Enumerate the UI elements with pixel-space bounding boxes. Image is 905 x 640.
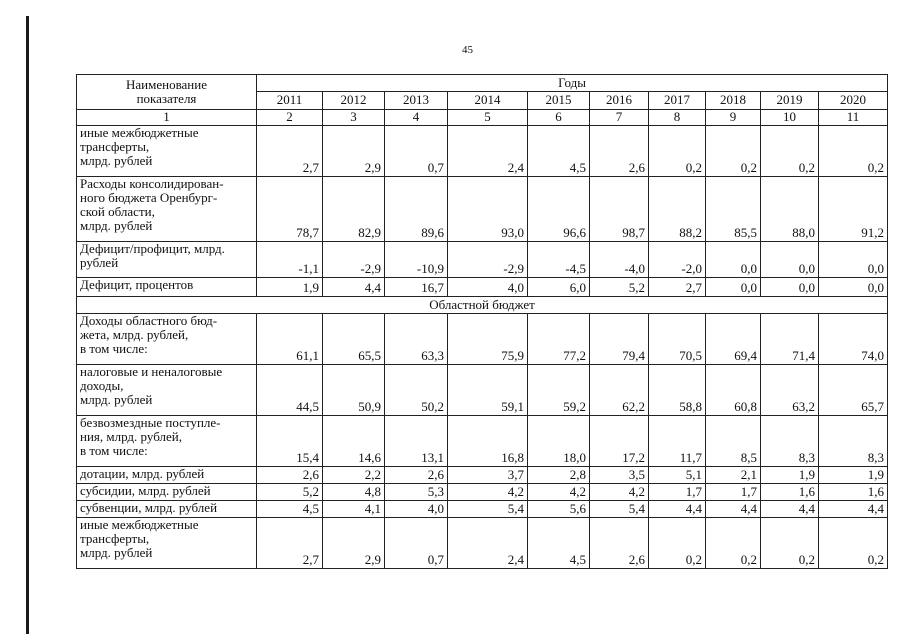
value-cell-2013: 4,0: [385, 501, 448, 518]
column-number: 8: [649, 110, 706, 126]
value-cell-2015: 4,2: [528, 484, 590, 501]
value-cell-2019: 0,0: [761, 278, 819, 297]
value-cell-2015: 96,6: [528, 177, 590, 242]
section-title: Областной бюджет: [77, 297, 888, 314]
value-cell-2011: 2,7: [257, 518, 323, 569]
value-cell-2017: 70,5: [649, 314, 706, 365]
year-header-2018: 2018: [706, 92, 761, 110]
value-cell-2018: 8,5: [706, 416, 761, 467]
value-cell-2020: 91,2: [819, 177, 888, 242]
value-cell-2012: 82,9: [323, 177, 385, 242]
value-cell-2015: 59,2: [528, 365, 590, 416]
value-cell-2013: 16,7: [385, 278, 448, 297]
value-cell-2012: 2,2: [323, 467, 385, 484]
value-cell-2015: 6,0: [528, 278, 590, 297]
binding-edge-line: [26, 16, 29, 634]
column-number: 4: [385, 110, 448, 126]
row-label: дотации, млрд. рублей: [77, 467, 257, 484]
value-cell-2011: 2,7: [257, 126, 323, 177]
year-header-2015: 2015: [528, 92, 590, 110]
value-cell-2016: 17,2: [590, 416, 649, 467]
row-label: субсидии, млрд. рублей: [77, 484, 257, 501]
value-cell-2020: 0,0: [819, 278, 888, 297]
value-cell-2016: -4,0: [590, 242, 649, 278]
table-row: [77, 416, 888, 467]
column-number: 9: [706, 110, 761, 126]
year-header-2011: 2011: [257, 92, 323, 110]
table-row: [77, 467, 888, 484]
value-cell-2020: 74,0: [819, 314, 888, 365]
row-label: Расходы консолидирован- ного бюджета Оренбург- ской области, млрд. рублей: [77, 177, 257, 242]
value-cell-2016: 98,7: [590, 177, 649, 242]
value-cell-2012: 65,5: [323, 314, 385, 365]
value-cell-2020: 0,2: [819, 126, 888, 177]
value-cell-2012: 4,4: [323, 278, 385, 297]
value-cell-2019: 88,0: [761, 177, 819, 242]
value-cell-2014: 3,7: [448, 467, 528, 484]
value-cell-2014: 75,9: [448, 314, 528, 365]
value-cell-2018: 0,0: [706, 278, 761, 297]
value-cell-2014: 59,1: [448, 365, 528, 416]
value-cell-2012: 4,1: [323, 501, 385, 518]
row-label: иные межбюджетные трансферты, млрд. рублей: [77, 126, 257, 177]
table-row: [77, 484, 888, 501]
row-label: безвозмездные поступле- ния, млрд. рублей, в том числе:: [77, 416, 257, 467]
value-cell-2018: 0,2: [706, 126, 761, 177]
value-cell-2011: 1,9: [257, 278, 323, 297]
value-cell-2014: 2,4: [448, 518, 528, 569]
value-cell-2011: -1,1: [257, 242, 323, 278]
value-cell-2012: 2,9: [323, 518, 385, 569]
header-row-years: [77, 75, 888, 92]
value-cell-2016: 5,4: [590, 501, 649, 518]
value-cell-2011: 78,7: [257, 177, 323, 242]
value-cell-2014: 4,0: [448, 278, 528, 297]
value-cell-2015: 4,5: [528, 126, 590, 177]
value-cell-2017: 0,2: [649, 518, 706, 569]
value-cell-2019: 8,3: [761, 416, 819, 467]
value-cell-2013: 5,3: [385, 484, 448, 501]
value-cell-2011: 5,2: [257, 484, 323, 501]
value-cell-2017: 88,2: [649, 177, 706, 242]
value-cell-2015: 2,8: [528, 467, 590, 484]
table-row: [77, 365, 888, 416]
row-label: субвенции, млрд. рублей: [77, 501, 257, 518]
value-cell-2015: 77,2: [528, 314, 590, 365]
value-cell-2014: 5,4: [448, 501, 528, 518]
value-cell-2019: 0,2: [761, 518, 819, 569]
column-number: 2: [257, 110, 323, 126]
row-label: иные межбюджетные трансферты, млрд. рублей: [77, 518, 257, 569]
value-cell-2014: 2,4: [448, 126, 528, 177]
year-header-2012: 2012: [323, 92, 385, 110]
value-cell-2014: 93,0: [448, 177, 528, 242]
year-header-2013: 2013: [385, 92, 448, 110]
year-header-2014: 2014: [448, 92, 528, 110]
value-cell-2018: 85,5: [706, 177, 761, 242]
value-cell-2016: 5,2: [590, 278, 649, 297]
value-cell-2019: 0,2: [761, 126, 819, 177]
value-cell-2015: 5,6: [528, 501, 590, 518]
table-row: [77, 314, 888, 365]
value-cell-2012: 2,9: [323, 126, 385, 177]
row-label: налоговые и неналоговые доходы, млрд. рублей: [77, 365, 257, 416]
value-cell-2018: 4,4: [706, 501, 761, 518]
year-header-2020: 2020: [819, 92, 888, 110]
value-cell-2015: 18,0: [528, 416, 590, 467]
value-cell-2017: 1,7: [649, 484, 706, 501]
row-label: Дефицит/профицит, млрд. рублей: [77, 242, 257, 278]
value-cell-2019: 1,9: [761, 467, 819, 484]
value-cell-2020: 8,3: [819, 416, 888, 467]
value-cell-2013: 63,3: [385, 314, 448, 365]
value-cell-2014: 4,2: [448, 484, 528, 501]
column-number: 5: [448, 110, 528, 126]
value-cell-2016: 4,2: [590, 484, 649, 501]
value-cell-2020: 0,2: [819, 518, 888, 569]
header-years: Годы: [257, 75, 888, 92]
value-cell-2019: 0,0: [761, 242, 819, 278]
table-row: [77, 242, 888, 278]
column-number: 6: [528, 110, 590, 126]
value-cell-2012: 50,9: [323, 365, 385, 416]
value-cell-2014: 16,8: [448, 416, 528, 467]
value-cell-2018: 69,4: [706, 314, 761, 365]
value-cell-2013: 13,1: [385, 416, 448, 467]
value-cell-2020: 65,7: [819, 365, 888, 416]
page-number: 45: [462, 44, 473, 56]
value-cell-2017: 11,7: [649, 416, 706, 467]
table-row: [77, 518, 888, 569]
column-number: 1: [77, 110, 257, 126]
column-number: 3: [323, 110, 385, 126]
value-cell-2014: -2,9: [448, 242, 528, 278]
table-row: [77, 501, 888, 518]
value-cell-2018: 0,0: [706, 242, 761, 278]
header-indicator-name: Наименование показателя: [77, 75, 257, 110]
value-cell-2020: 0,0: [819, 242, 888, 278]
value-cell-2020: 4,4: [819, 501, 888, 518]
column-number: 11: [819, 110, 888, 126]
value-cell-2016: 79,4: [590, 314, 649, 365]
value-cell-2016: 2,6: [590, 518, 649, 569]
value-cell-2015: 4,5: [528, 518, 590, 569]
value-cell-2017: 58,8: [649, 365, 706, 416]
header-row-column-numbers: [77, 110, 888, 126]
value-cell-2011: 4,5: [257, 501, 323, 518]
year-header-2016: 2016: [590, 92, 649, 110]
section-row-regional-budget: [77, 297, 888, 314]
table-row: [77, 177, 888, 242]
value-cell-2020: 1,6: [819, 484, 888, 501]
value-cell-2016: 3,5: [590, 467, 649, 484]
value-cell-2017: 5,1: [649, 467, 706, 484]
value-cell-2013: 50,2: [385, 365, 448, 416]
table-row: [77, 278, 888, 297]
value-cell-2011: 15,4: [257, 416, 323, 467]
year-header-2019: 2019: [761, 92, 819, 110]
value-cell-2017: 2,7: [649, 278, 706, 297]
value-cell-2018: 0,2: [706, 518, 761, 569]
value-cell-2012: -2,9: [323, 242, 385, 278]
row-label: Доходы областного бюд- жета, млрд. рублей, в том числе:: [77, 314, 257, 365]
budget-table-body: [77, 75, 888, 569]
value-cell-2012: 14,6: [323, 416, 385, 467]
value-cell-2012: 4,8: [323, 484, 385, 501]
value-cell-2017: -2,0: [649, 242, 706, 278]
value-cell-2011: 44,5: [257, 365, 323, 416]
value-cell-2013: -10,9: [385, 242, 448, 278]
value-cell-2011: 2,6: [257, 467, 323, 484]
value-cell-2011: 61,1: [257, 314, 323, 365]
value-cell-2019: 4,4: [761, 501, 819, 518]
value-cell-2018: 2,1: [706, 467, 761, 484]
value-cell-2013: 0,7: [385, 126, 448, 177]
value-cell-2019: 1,6: [761, 484, 819, 501]
value-cell-2018: 60,8: [706, 365, 761, 416]
value-cell-2018: 1,7: [706, 484, 761, 501]
row-label: Дефицит, процентов: [77, 278, 257, 297]
value-cell-2015: -4,5: [528, 242, 590, 278]
value-cell-2013: 89,6: [385, 177, 448, 242]
value-cell-2013: 0,7: [385, 518, 448, 569]
value-cell-2016: 2,6: [590, 126, 649, 177]
column-number: 7: [590, 110, 649, 126]
value-cell-2016: 62,2: [590, 365, 649, 416]
value-cell-2017: 0,2: [649, 126, 706, 177]
value-cell-2020: 1,9: [819, 467, 888, 484]
column-number: 10: [761, 110, 819, 126]
value-cell-2019: 71,4: [761, 314, 819, 365]
value-cell-2017: 4,4: [649, 501, 706, 518]
year-header-2017: 2017: [649, 92, 706, 110]
value-cell-2019: 63,2: [761, 365, 819, 416]
value-cell-2013: 2,6: [385, 467, 448, 484]
table-row: [77, 126, 888, 177]
budget-table: [76, 74, 888, 569]
